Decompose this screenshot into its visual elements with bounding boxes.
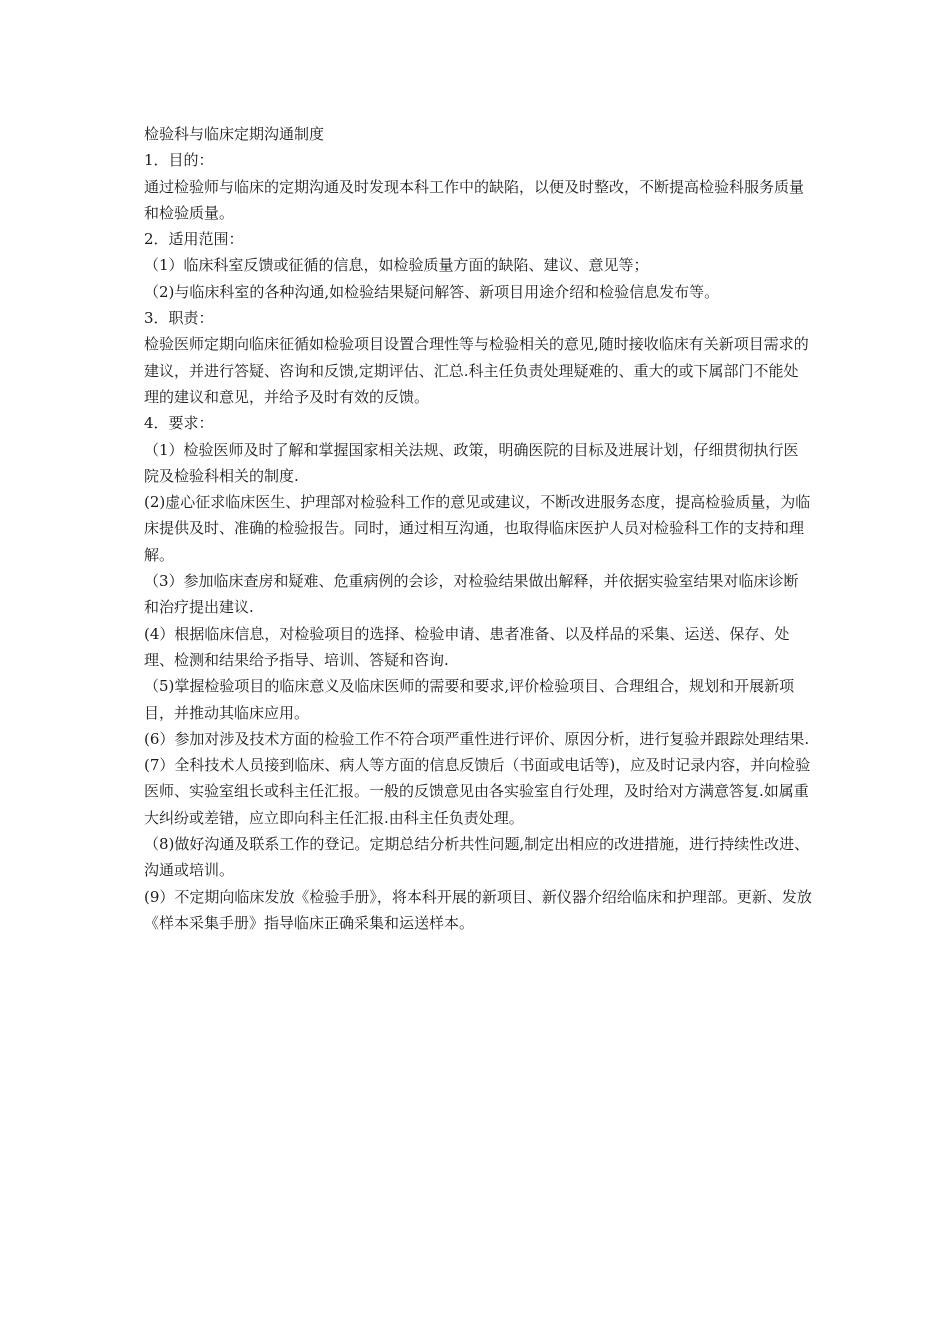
document-body	[144, 121, 812, 936]
document-title: 检验科与临床定期沟通制度	[144, 125, 325, 143]
section-heading-duties: 3．职责：	[144, 309, 214, 328]
requirement-item-4: (4）根据临床信息，对检验项目的选择、检验申请、患者准备、以及样品的采集、运送、保存、处理、检测和结果给予指导、培训、答疑和咨询.	[144, 624, 790, 669]
scope-item-2: （2)与临床科室的各种沟通,如检验结果疑问解答、新项目用途介绍和检验信息发布等。	[144, 282, 720, 301]
purpose-paragraph: 通过检验师与临床的定期沟通及时发现本科工作中的缺陷，以便及时整改，不断提高检验科服务质量和检验质量。	[144, 177, 805, 222]
section-heading-requirements: 4．要求：	[144, 414, 214, 433]
section-heading-scope: 2．适用范围：	[144, 230, 244, 249]
requirement-item-1: （1）检验医师及时了解和掌握国家相关法规、政策，明确医院的目标及进展计划，仔细贯彻执行医院及检验科相关的制度.	[144, 440, 799, 485]
requirement-item-5: （5)掌握检验项目的临床意义及临床医师的需要和要求,评价检验项目、合理组合，规划和开展新项目，并推动其临床应用。	[144, 677, 795, 722]
requirement-item-7: (7）全科技术人员接到临床、病人等方面的信息反馈后（书面或电话等)，应及时记录内容，并向检验医师、实验室组长或科主任汇报。一般的反馈意见由各实验室自行处理，及时给对方满意答复.如属重大纠纷或差错，应立即向科主任汇报.由科主任负责处理。	[144, 756, 811, 827]
requirement-item-3: （3）参加临床查房和疑难、危重病例的会诊，对检验结果做出解释，并依据实验室结果对临床诊断和治疗提出建议.	[144, 572, 799, 617]
requirement-item-2: (2)虚心征求临床医生、护理部对检验科工作的意见或建议，不断改进服务态度，提高检验质量，为临床提供及时、准确的检验报告。同时，通过相互沟通，也取得临床医护人员对检验科工作的支持和理解。	[144, 493, 811, 564]
duties-paragraph: 检验医师定期向临床征循如检验项目设置合理性等与检验相关的意见,随时接收临床有关新项目需求的建议，并进行答疑、咨询和反馈,定期评估、汇总.科主任负责处理疑难的、重大的或下属部门不能处理的建议和意见，并给予及时有效的反馈。	[144, 335, 809, 406]
requirement-item-9: (9）不定期向临床发放《检验手册》，将本科开展的新项目、新仪器介绍给临床和护理部。更新、发放《样本采集手册》指导临床正确采集和运送样本。	[144, 887, 812, 932]
requirement-item-8: （8)做好沟通及联系工作的登记。定期总结分析共性问题,制定出相应的改进措施，进行持续性改进、沟通或培训。	[144, 835, 810, 880]
requirement-item-6: (6）参加对涉及技术方面的检验工作不符合项严重性进行评价、原因分析，进行复验并跟踪处理结果.	[144, 729, 810, 748]
section-heading-purpose: 1．目的：	[144, 151, 214, 170]
scope-item-1: （1）临床科室反馈或征循的信息，如检验质量方面的缺陷、建议、意见等；	[144, 256, 649, 275]
